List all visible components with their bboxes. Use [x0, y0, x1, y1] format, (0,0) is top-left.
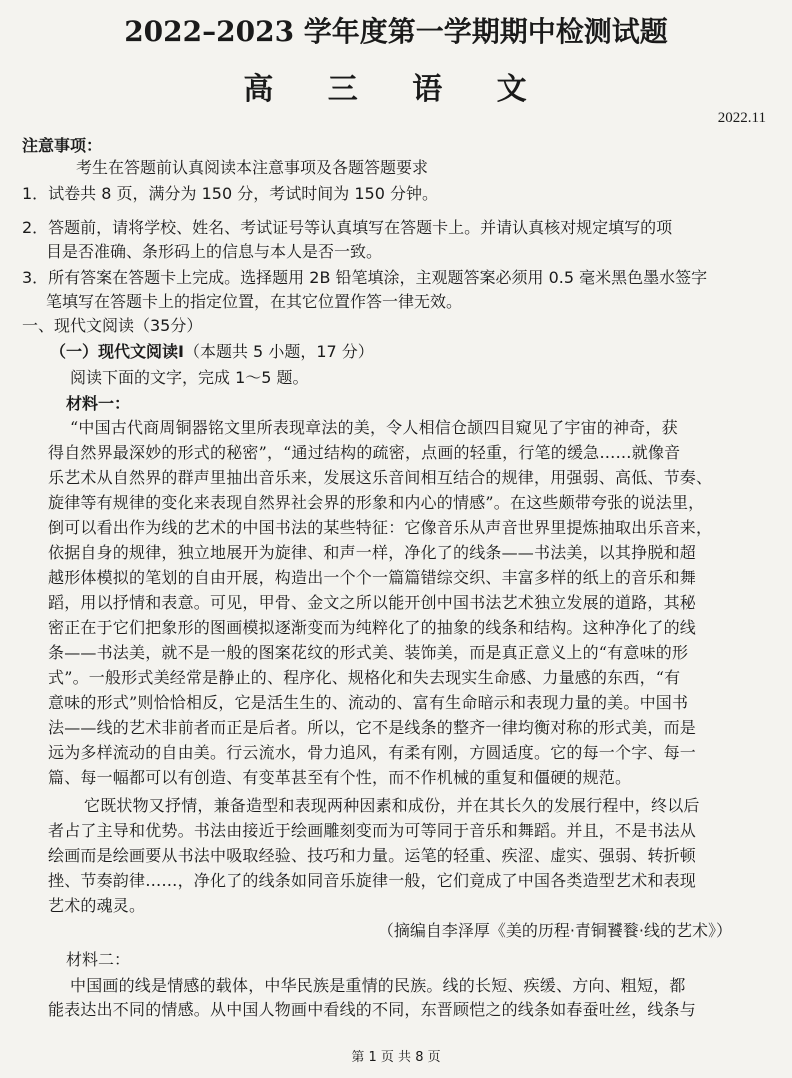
material2-line: 中国画的线是情感的载体，中华民族是重情的民族。线的长短、疾缓、方向、粗短，都 — [70, 976, 686, 995]
material1-line: 意味的形式”则恰恰相反，它是活生生的、流动的、富有生命暗示和表现力量的美。中国书 — [48, 693, 689, 712]
material1-line: 得自然界最深妙的形式的秘密”，“通过结构的疏密，点画的轻重，行笔的缓急……就像音 — [48, 443, 681, 462]
material1-line: 蹈，用以抒情和表意。可见，甲骨、金文之所以能开创中国书法艺术独立发展的道路，其秘 — [48, 593, 697, 612]
reading-instruction: 阅读下面的文字，完成 1～5 题。 — [70, 368, 309, 387]
sub-heading-rest: （本题共 5 小题，17 分） — [183, 342, 374, 361]
sub-heading — [50, 342, 374, 362]
notice-heading: 注意事项： — [22, 136, 103, 155]
material1-source: （摘编自李泽厚《美的历程·青铜饕餮·线的艺术》） — [377, 921, 732, 940]
exam-date: 2022.11 — [717, 110, 766, 126]
section-heading: 一、现代文阅读（35分） — [22, 316, 203, 335]
material1-line: 远为多样流动的自由美。行云流水，骨力追风，有柔有刚，方圆适度。它的每一个字、每一 — [48, 743, 697, 762]
material1-para2-line: 者占了主导和优势。书法由接近于绘画雕刻变而为可等同于音乐和舞蹈。并且，不是书法从 — [48, 821, 697, 840]
material1-line: 条——书法美，就不是一般的图案花纹的形式美、装饰美，而是真正意义上的“有意味的形 — [48, 643, 689, 662]
material1-line: 越形体模拟的笔划的自由开展，构造出一个个一篇篇错综交织、丰富多样的纸上的音乐和舞 — [48, 568, 697, 587]
notice-item-3-cont: 笔填写在答题卡上的指定位置，在其它位置作答一律无效。 — [46, 292, 463, 311]
subject-title: 高 三 语 文 — [243, 72, 549, 107]
notice-item-2-cont: 目是否准确、条形码上的信息与本人是否一致。 — [46, 242, 383, 261]
sub-heading-bold: （一）现代文阅读Ⅰ — [50, 342, 184, 361]
material1-line: 篇、每一幅都可以有创造、有变革甚至有个性，而不作机械的重复和僵硬的规范。 — [48, 768, 632, 787]
material1-line: 法——线的艺术非前者而正是后者。所以，它不是线条的整齐一律均衡对称的形式美，而是 — [48, 718, 697, 737]
exam-title: 2022–2023 学年度第一学期期中检测试题 — [124, 15, 668, 48]
material1-line: 式”。一般形式美经常是静止的、程序化、规格化和失去现实生命感、力量感的东西，“有 — [48, 668, 681, 687]
material1-para2-line: 艺术的魂灵。 — [48, 896, 146, 915]
material1-para2-line: 挫、节奏韵律……，净化了的线条如同音乐旋律一般，它们竟成了中国各类造型艺术和表现 — [48, 871, 697, 890]
material1-line: 乐艺术从自然界的群声里抽出音乐来，发展这乐音间相互结合的规律，用强弱、高低、节奏、 — [48, 468, 713, 487]
material1-line: “中国古代商周铜器铭文里所表现章法的美，令人相信仓颉四目窥见了宇宙的神奇，获 — [70, 418, 678, 437]
notice-item-3: 3．所有答案在答题卡上完成。选择题用 2B 铅笔填涂，主观题答案必须用 0.5 毫米黑色墨水签字 — [22, 268, 708, 287]
material1-line: 倒可以看出作为线的艺术的中国书法的某些特征：它像音乐从声音世界里提炼抽取出乐音来， — [48, 518, 713, 537]
notice-intro: 考生在答题前认真阅读本注意事项及各题答题要求 — [76, 158, 429, 177]
material1-para2-line: 它既状物又抒情，兼备造型和表现两种因素和成份，并在其长久的发展行程中，终以后 — [84, 796, 700, 815]
notice-item-1: 1．试卷共 8 页，满分为 150 分，考试时间为 150 分钟。 — [22, 184, 438, 203]
material1-label: 材料一： — [66, 394, 131, 413]
material1-line: 依据自身的规律，独立地展开为旋律、和声一样，净化了的线条——书法美，以其挣脱和超 — [48, 543, 697, 562]
page-footer: 第 1 页 共 8 页 — [351, 1050, 441, 1065]
material1-line: 旋律等有规律的变化来表现自然界社会界的形象和内心的情感”。在这些颇带夸张的说法里， — [48, 493, 705, 512]
material2-line: 能表达出不同的情感。从中国人物画中看线的不同，东晋顾恺之的线条如春蚕吐丝，线条与 — [48, 1000, 697, 1019]
material2-label: 材料二： — [66, 950, 131, 969]
notice-item-2: 2．答题前，请将学校、姓名、考试证号等认真填写在答题卡上。并请认真核对规定填写的项 — [22, 218, 673, 237]
material1-para2-line: 绘画而是绘画要从书法中吸取经验、技巧和力量。运笔的轻重、疾涩、虚实、强弱、转折顿 — [48, 846, 697, 865]
material1-line: 密正在于它们把象形的图画模拟逐渐变而为纯粹化了的抽象的线条和结构。这种净化了的线 — [48, 618, 697, 637]
